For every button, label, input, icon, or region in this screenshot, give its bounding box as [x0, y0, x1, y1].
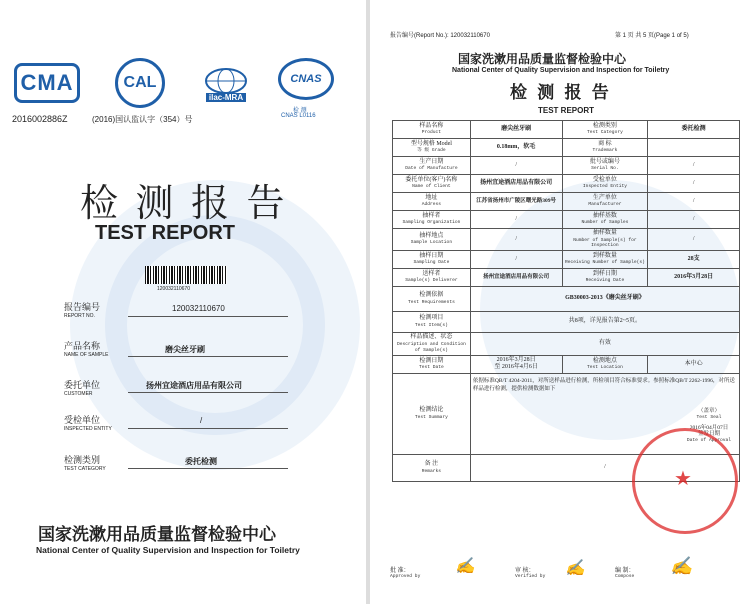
table-row: [393, 268, 740, 286]
approval-label-en: Date of Approval: [686, 438, 731, 444]
cell-label-cn: 型号规格 Model: [410, 140, 452, 147]
approval-label: 签发日期: [697, 431, 720, 438]
field-value-report-no: 120032110670: [172, 304, 225, 313]
cell-label-en: Receiving Date: [585, 278, 625, 284]
field-underline: [128, 468, 288, 469]
field-test-category: [64, 453, 106, 472]
verified-label-en: Verified by: [515, 574, 546, 579]
footer-center-name-en: National Center of Quality Supervision and Inspection for Toiletry: [36, 545, 300, 555]
barcode: [145, 266, 227, 284]
cell-value: /: [648, 175, 740, 193]
cell-label-en: Sample Location: [410, 240, 453, 246]
cell-value-start: 2016年3月28日: [496, 356, 536, 363]
cell-label-en: 等 级 Grade: [417, 148, 446, 154]
approved-label-en: Approved by: [390, 574, 421, 579]
cell-label-en: Test Summary: [414, 414, 448, 420]
field-customer: [64, 378, 100, 397]
table-row: [393, 286, 740, 311]
cell-label-cn: 受检单位: [592, 176, 617, 183]
field-value-sample-name: 磨尖丝牙刷: [165, 345, 205, 354]
cell-label-cn: 检测项目: [419, 315, 444, 322]
composed-by: [615, 565, 635, 579]
cell-label-cn: 到样日期: [592, 270, 617, 277]
seal-label-en: Test Seal: [696, 414, 722, 420]
field-underline: [128, 316, 288, 317]
table-row: [393, 121, 740, 139]
cell-value: [648, 139, 740, 157]
field-label-en: INSPECTED ENTITY: [64, 426, 112, 432]
cell-value: /: [470, 211, 562, 229]
table-row: [393, 175, 740, 193]
cell-value: /: [470, 229, 562, 251]
cell-value: /: [648, 157, 740, 175]
cell-value: /: [648, 211, 740, 229]
cell-value: 扬州宜途酒店用品有限公司: [470, 268, 562, 286]
table-row: [393, 193, 740, 211]
title-english: TEST REPORT: [95, 222, 236, 244]
cell-value: 有效: [470, 332, 739, 355]
cell-label-cn: 送样者: [422, 270, 441, 277]
certification-authority: (2016)国认监认字（354）号: [92, 115, 193, 124]
approval-date: 2016年04月07日: [689, 424, 729, 431]
cell-label-cn: 商 标: [598, 140, 612, 147]
compose-label-cn: 编 制：: [615, 568, 635, 574]
cell-label-cn: 抽样地点: [419, 232, 444, 239]
cell-label-cn: 样品名称: [419, 122, 444, 129]
barcode-text: 120032110670: [157, 286, 190, 292]
cell-label-en: Number of Sample(s) for Inspection: [573, 237, 637, 249]
cnas-number: CNAS L0116: [281, 113, 316, 119]
cell-label-cn: 抽样者: [422, 212, 441, 219]
cell-label-cn: 批号或编号: [589, 158, 620, 165]
cell-label-en: Remarks: [421, 468, 442, 474]
cell-value: 共8项，详见报告第2~5页。: [470, 311, 739, 332]
title-chinese: 检 测 报 告: [80, 183, 289, 225]
cell-value: 2016年3月28日: [648, 268, 740, 286]
table-row: [393, 355, 740, 373]
cell-label-en: Test Location: [587, 365, 623, 371]
cell-label-cn: 检测地点: [592, 357, 617, 364]
header-center-en: National Center of Quality Supervision and Inspection for Toiletry: [452, 67, 670, 74]
header-page-number: 第 1 页 共 5 页(Page 1 of 5): [615, 33, 689, 39]
field-underline: [128, 392, 288, 393]
cell-label-en: Inspected Entity: [582, 184, 627, 190]
cell-value: 28支: [648, 250, 740, 268]
cell-label-en: Description and Condition of Sample(s): [396, 341, 466, 353]
cnas-subtitle: 检 测: [293, 108, 307, 114]
table-row: [393, 157, 740, 175]
cell-value: /: [648, 193, 740, 211]
cell-label-cn: 检测结论: [419, 407, 444, 414]
table-row: [393, 139, 740, 157]
field-label-cn: 委托单位: [64, 380, 101, 390]
cell-label-cn: 抽样数量: [592, 230, 617, 236]
cell-value-end: 至 2016年4月6日: [494, 364, 538, 371]
header-report-number: 报告编号(Report No.): 120032110670: [390, 33, 490, 39]
cell-value: 委托检测: [648, 121, 740, 139]
table-row: [393, 211, 740, 229]
cell-label-cn: 备 注: [424, 461, 439, 468]
cell-label-en: Sample(s) Deliverer: [405, 278, 458, 284]
cell-value: GB30003-2013《磨尖丝牙刷》: [470, 286, 739, 311]
certificate-number: 2016002886Z: [12, 114, 68, 124]
cell-value: 扬州宜途酒店用品有限公司: [470, 175, 562, 193]
table-row: [393, 250, 740, 268]
cell-label-en: Test Item(s): [414, 322, 448, 328]
cell-label-cn: 委托单位(客户)名称: [405, 176, 458, 183]
table-row: [393, 229, 740, 251]
table-row: [393, 332, 740, 355]
field-inspected-entity: [64, 413, 112, 432]
compose-label-en: Compose: [615, 574, 635, 579]
field-report-no: [64, 300, 100, 319]
field-label-cn: 受检单位: [64, 415, 101, 425]
field-underline: [128, 428, 288, 429]
approved-by: [390, 565, 420, 579]
seal-star-icon: ★: [674, 468, 692, 490]
cell-label-en: Product: [421, 130, 442, 136]
cell-label-en: Trademark: [592, 148, 618, 154]
ilac-mra-logo: [198, 58, 254, 102]
field-label-en: CUSTOMER: [64, 391, 93, 397]
cell-label-cn: 生产单位: [592, 194, 617, 201]
cnas-logo-text: CNAS: [290, 73, 322, 85]
field-label-cn: 产品名称: [64, 341, 101, 351]
detail-title-cn: 检 测 报 告: [510, 83, 612, 102]
cell-label-en: Number of Samples: [581, 220, 629, 226]
field-sample-name: [64, 339, 108, 358]
ilac-globe-icon: [204, 67, 248, 93]
cma-logo: [14, 63, 80, 103]
field-label-en: TEST CATEGORY: [64, 466, 106, 472]
table-row: [393, 311, 740, 332]
cell-value: /: [470, 454, 739, 481]
report-detail-page: [370, 0, 750, 604]
verifier-signature: ✍: [565, 558, 585, 577]
cnas-logo: [278, 58, 334, 100]
cell-label-cn: 到样数量: [592, 252, 617, 259]
field-label-cn: 检测类别: [64, 455, 101, 465]
footer-center-name-cn: 国家洗漱用品质量监督检验中心: [38, 525, 276, 544]
watermark-ring: [105, 215, 325, 435]
cell-label-cn: 地址: [425, 194, 438, 201]
cell-value: /: [648, 229, 740, 251]
field-label-en: NAME OF SAMPLE: [64, 352, 109, 358]
verified-by: [515, 565, 545, 579]
cell-value: 磨尖丝牙刷: [470, 121, 562, 139]
cell-label-cn: 抽样日期: [419, 252, 444, 259]
cell-label-en: Test Requirements: [407, 299, 455, 305]
field-label-en: REPORT NO.: [64, 313, 95, 319]
field-label-cn: 报告编号: [64, 302, 101, 312]
cell-value: /: [470, 157, 562, 175]
approver-signature: ✍: [455, 556, 475, 575]
cal-logo-text: CAL: [123, 74, 157, 91]
detail-title-en: TEST REPORT: [538, 106, 595, 115]
cell-label-en: Sampling Date: [413, 260, 450, 266]
test-summary-text: 依据标准QB/T 4204-2011，对所送样品进行检测，所检项目符合标准要求。参照标准QB/T 2262-1996，对所送样品进行检测，提供检测数据如下: [472, 377, 735, 393]
cell-value: /: [470, 250, 562, 268]
cell-value: 本中心: [648, 355, 740, 373]
cell-label-cn: 检测依据: [419, 292, 444, 299]
seal-label-cn: （盖章）: [697, 407, 720, 414]
cell-label-en: Serial No.: [591, 166, 619, 172]
field-value-customer: 扬州宜途酒店用品有限公司: [146, 381, 242, 390]
cell-label-cn: 样品描述、状态: [410, 334, 453, 341]
approved-label-cn: 批 准：: [390, 568, 410, 574]
cma-logo-text: CMA: [20, 70, 74, 95]
report-cover-page: [0, 0, 366, 604]
cell-label-cn: 抽样基数: [592, 212, 617, 219]
cell-label-en: Test Date: [419, 365, 444, 371]
header-center-cn: 国家洗漱用品质量监督检验中心: [458, 52, 627, 66]
cell-value: 0.18mm，软毛: [470, 139, 562, 157]
cell-label-en: Receiving Number of Sample(s): [564, 260, 645, 266]
field-underline: [128, 356, 288, 357]
cell-label-en: Test Category: [587, 130, 623, 136]
cell-label-en: Manufacturer: [588, 202, 622, 208]
cal-logo: [115, 58, 165, 108]
cell-label-cn: 生产日期: [419, 158, 444, 165]
composer-signature: ✍: [670, 556, 693, 577]
field-value-test-category: 委托检测: [185, 457, 217, 466]
verified-label-cn: 审 核：: [515, 568, 535, 574]
cell-label-en: Name of Client: [412, 184, 451, 190]
cell-label-en: Date of Manufacture: [405, 166, 458, 172]
cell-label-cn: 检测日期: [419, 357, 444, 364]
cell-value: 江苏省扬州市广陵区曙光路309号: [470, 193, 562, 211]
cell-label-en: Sampling Organization: [402, 220, 461, 226]
ilac-logo-text: ilac-MRA: [206, 93, 246, 102]
cell-label-cn: 检测类别: [592, 122, 617, 129]
cell-label-en: Address: [421, 202, 442, 208]
official-seal-stamp: [632, 428, 738, 534]
field-value-inspected-entity: /: [200, 416, 203, 425]
